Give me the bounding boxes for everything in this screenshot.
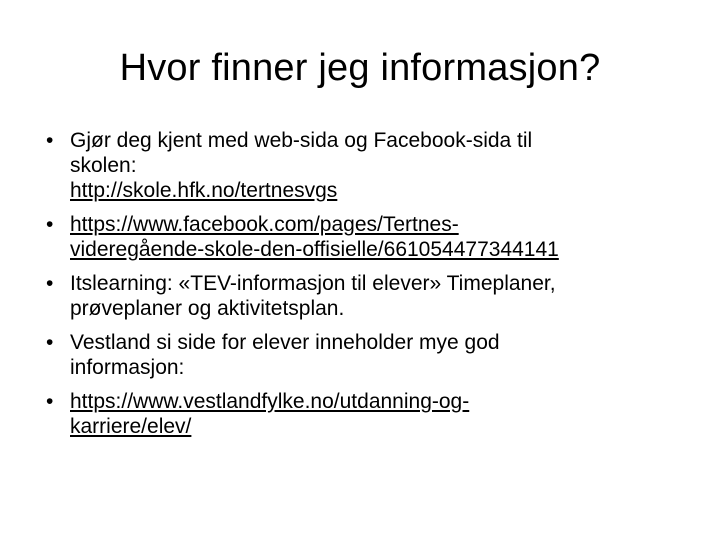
bullet-icon: • [46, 213, 54, 236]
bullet-list [46, 128, 686, 448]
bullet-text-line: skolen: [70, 154, 137, 177]
bullet-text-line: prøveplaner og aktivitetsplan. [70, 297, 345, 320]
bullet-text-line: informasjon: [70, 356, 185, 379]
bullet-icon: • [46, 331, 54, 354]
bullet-item-vestland-link [46, 389, 686, 439]
bullet-item-vestland [46, 330, 686, 380]
bullet-text-line: Itslearning: «TEV-informasjon til elever» Timeplaner, [70, 272, 556, 295]
school-website-link[interactable]: http://skole.hfk.no/tertnesvgs [70, 179, 338, 202]
bullet-icon: • [46, 272, 54, 295]
vestland-link[interactable]: https://www.vestlandfylke.no/utdanning-og- [70, 390, 470, 413]
facebook-link-continued[interactable]: videregående-skole-den-offisielle/661054477344141 [70, 238, 559, 261]
slide-title: Hvor finner jeg informasjon? [119, 47, 601, 89]
bullet-icon: • [46, 390, 54, 413]
bullet-text-line: Vestland si side for elever inneholder mye god [70, 331, 500, 354]
bullet-icon: • [46, 129, 54, 152]
bullet-item-school-pages [46, 128, 686, 203]
bullet-item-facebook [46, 212, 686, 262]
vestland-link-continued[interactable]: karriere/elev/ [70, 415, 192, 438]
facebook-link[interactable]: https://www.facebook.com/pages/Tertnes- [70, 213, 459, 236]
bullet-item-itslearning [46, 271, 686, 321]
bullet-text-line: Gjør deg kjent med web-sida og Facebook-sida til [70, 129, 533, 152]
